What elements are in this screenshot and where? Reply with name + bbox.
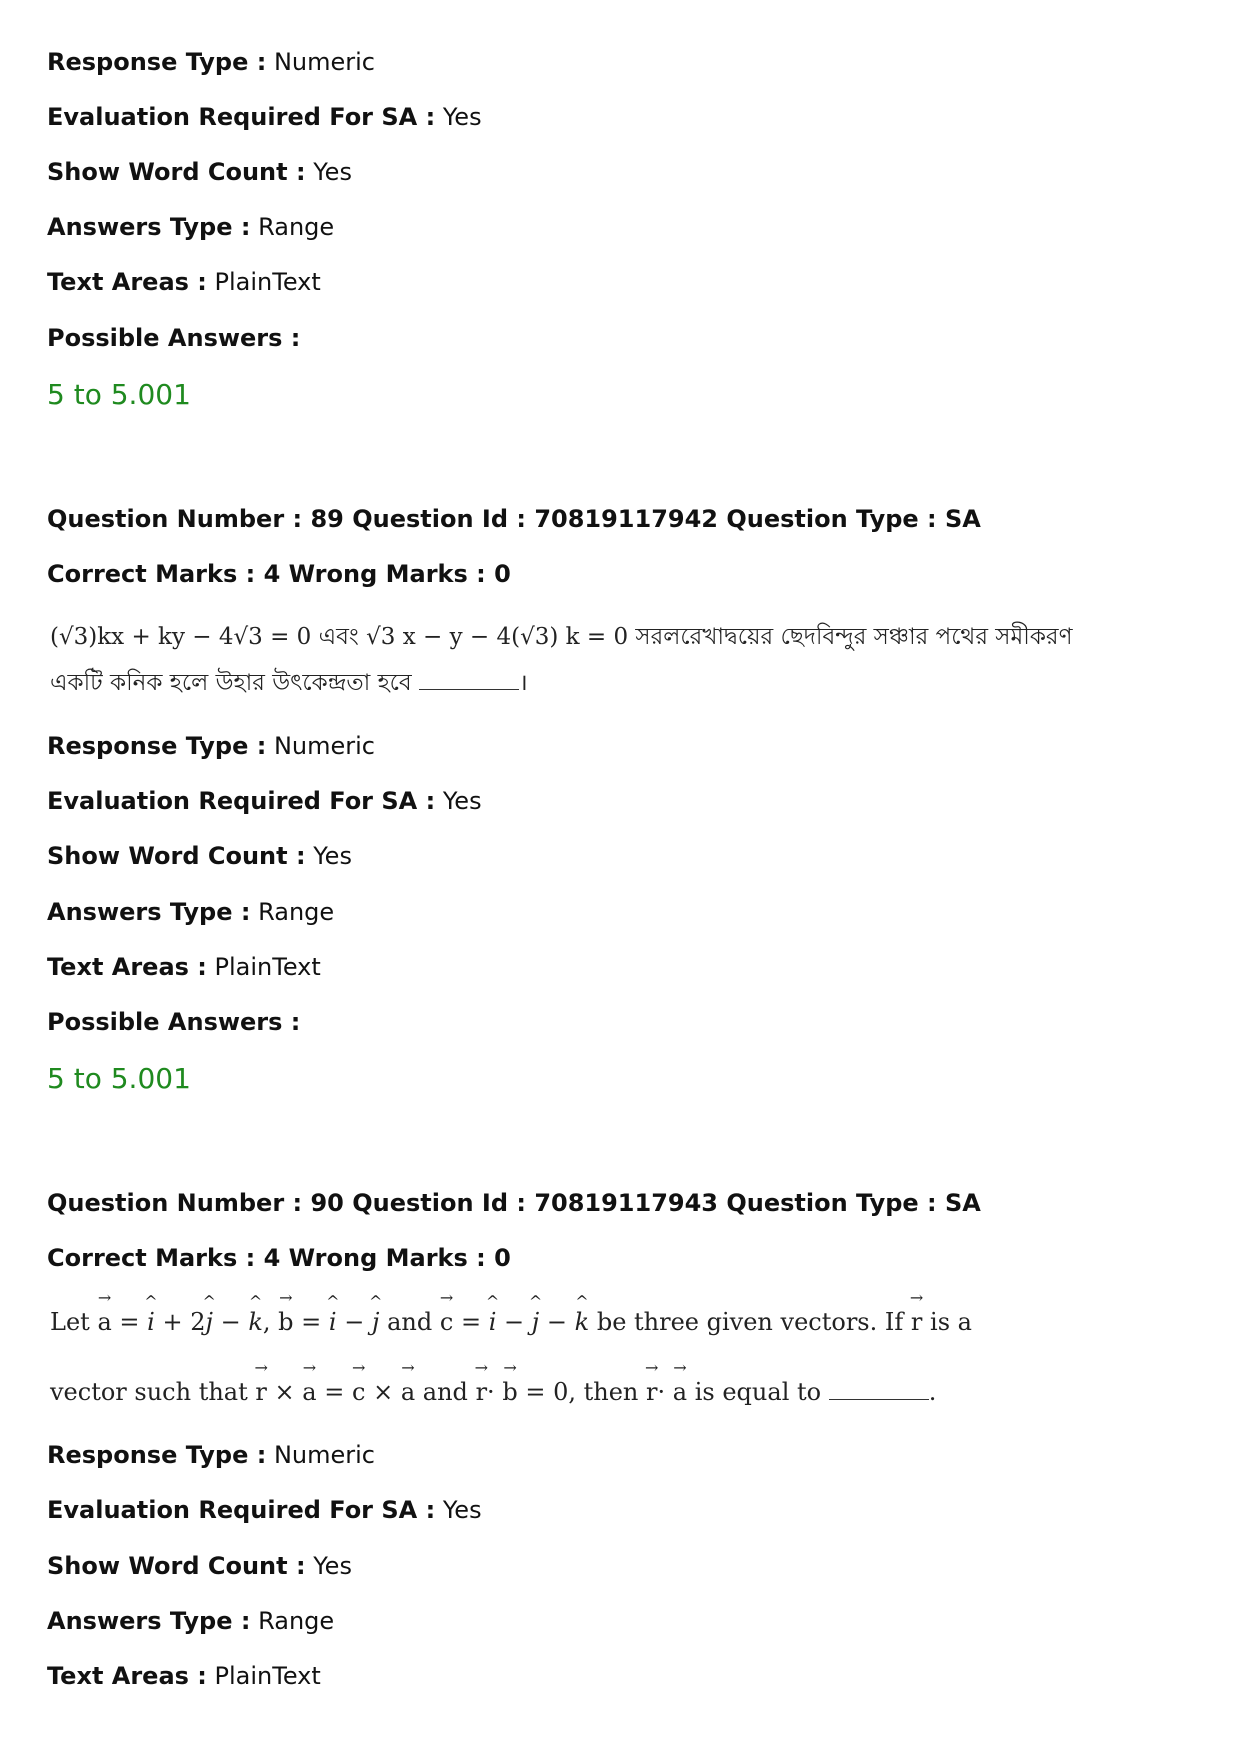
word: If [884,1308,904,1336]
equals: = [460,1308,482,1336]
label: Answers Type : [47,213,251,241]
header-text: Question Number : 89 Question Id : 70819117942 Question Type : SA [47,505,981,533]
answer-blank [829,1381,929,1400]
label: Possible Answers : [47,324,301,352]
vector-c: → c [440,1308,453,1336]
question-line-1: (√3)kx + ky − 4√3 = 0 এবং √3 x − y − 4(√3) k = 0 সরলরেখাদ্বয়ের ছেদবিন্দুর সঞ্চার পথের সমীকরণ [50,624,1073,650]
question-line-2 [50,1378,936,1406]
marks-text: Correct Marks : 4 Wrong Marks : 0 [47,560,511,588]
question-line-2-text: একটি কনিক হলে উহার উৎকেন্দ্রতা হবে [50,670,412,696]
question-marks [47,559,511,589]
unit-i: ^ i [147,1308,155,1336]
header-text: Question Number : 90 Question Id : 70819117943 Question Type : SA [47,1189,981,1217]
word-count-row [47,1551,352,1581]
value: Numeric [273,1441,375,1469]
answers-type-row [47,897,334,927]
value: Yes [442,103,482,131]
label: Text Areas : [47,1662,207,1690]
word: and [422,1378,468,1406]
plus-two: + 2 [162,1308,206,1336]
text-areas-row [47,952,321,982]
value: PlainText [214,1662,321,1690]
response-type-row [47,731,375,761]
label: Evaluation Required For SA : [47,1496,436,1524]
unit-j: ^ j [532,1308,539,1336]
label: Show Word Count : [47,1552,306,1580]
value: Range [258,1607,335,1635]
unit-i: ^ i [489,1308,497,1336]
dot: · [657,1378,666,1406]
value: Yes [313,158,352,186]
danda: । [519,670,528,696]
equals: = [119,1308,140,1336]
value: Yes [313,1552,352,1580]
answers-type-row [47,1606,334,1636]
minus: − [546,1308,567,1336]
label: Show Word Count : [47,158,306,186]
phrase: is a [930,1308,972,1336]
evaluation-row [47,102,482,132]
label: Text Areas : [47,268,207,296]
vector-c: → c [352,1378,365,1406]
cross: × [373,1378,394,1406]
possible-answer: 5 to 5.001 [47,1062,191,1095]
value: Yes [442,787,482,815]
equals: = [324,1378,345,1406]
minus: − [504,1308,525,1336]
possible-answer: 5 to 5.001 [47,378,191,411]
value: Range [258,213,335,241]
value: PlainText [214,268,321,296]
question-line-1 [50,1308,972,1336]
question-marks [47,1243,511,1273]
label: Answers Type : [47,898,251,926]
question-text-image [50,612,1073,697]
marks-text: Correct Marks : 4 Wrong Marks : 0 [47,1244,511,1272]
vector-r: → r [476,1378,487,1406]
phrase: is equal to [694,1378,822,1406]
comma: , [262,1308,271,1336]
text-areas-row [47,1661,321,1691]
phrase: vector such that [50,1378,248,1406]
possible-answers-row [47,323,300,353]
vector-a: → a [97,1308,111,1336]
question-header [47,504,981,534]
label: Text Areas : [47,953,207,981]
minus: − [344,1308,365,1336]
value: PlainText [214,953,321,981]
vector-r: → r [646,1378,657,1406]
vector-r: → r [911,1308,922,1336]
vector-b: → b [278,1308,293,1336]
question-text-image [50,1290,972,1410]
text-areas-row [47,267,321,297]
label: Response Type : [47,48,267,76]
word-count-row [47,157,352,187]
unit-j: ^ j [205,1308,212,1336]
answers-type-row [47,212,334,242]
answer-blank [419,671,519,690]
word-count-row [47,841,352,871]
vector-r: → r [255,1378,266,1406]
unit-k: ^ k [575,1308,590,1336]
evaluation-row [47,786,482,816]
label: Evaluation Required For SA : [47,103,436,131]
label: Show Word Count : [47,842,306,870]
label: Answers Type : [47,1607,251,1635]
question-line-2 [50,664,528,703]
unit-j: ^ j [372,1308,379,1336]
label: Response Type : [47,732,267,760]
label: Possible Answers : [47,1008,301,1036]
minus: − [220,1308,241,1336]
cross: × [274,1378,295,1406]
vector-b: → b [502,1378,517,1406]
value: Numeric [273,48,375,76]
response-type-row [47,1440,375,1470]
vector-a: → a [673,1378,687,1406]
word: and [387,1308,433,1336]
phrase: be three given vectors. [596,1308,878,1336]
phrase: = 0, then [525,1378,639,1406]
word: Let [50,1308,90,1336]
value: Numeric [273,732,375,760]
vector-a: → a [302,1378,316,1406]
vector-a: → a [401,1378,415,1406]
value: Yes [313,842,352,870]
response-type-row [47,47,375,77]
label: Response Type : [47,1441,267,1469]
question-header [47,1188,981,1218]
unit-k: ^ k [248,1308,263,1336]
period: . [928,1378,937,1406]
possible-answers-row [47,1007,300,1037]
value: Yes [442,1496,482,1524]
value: Range [258,898,335,926]
evaluation-row [47,1495,482,1525]
dot: · [487,1378,495,1406]
equals: = [301,1308,322,1336]
unit-i: ^ i [329,1308,337,1336]
label: Evaluation Required For SA : [47,787,436,815]
